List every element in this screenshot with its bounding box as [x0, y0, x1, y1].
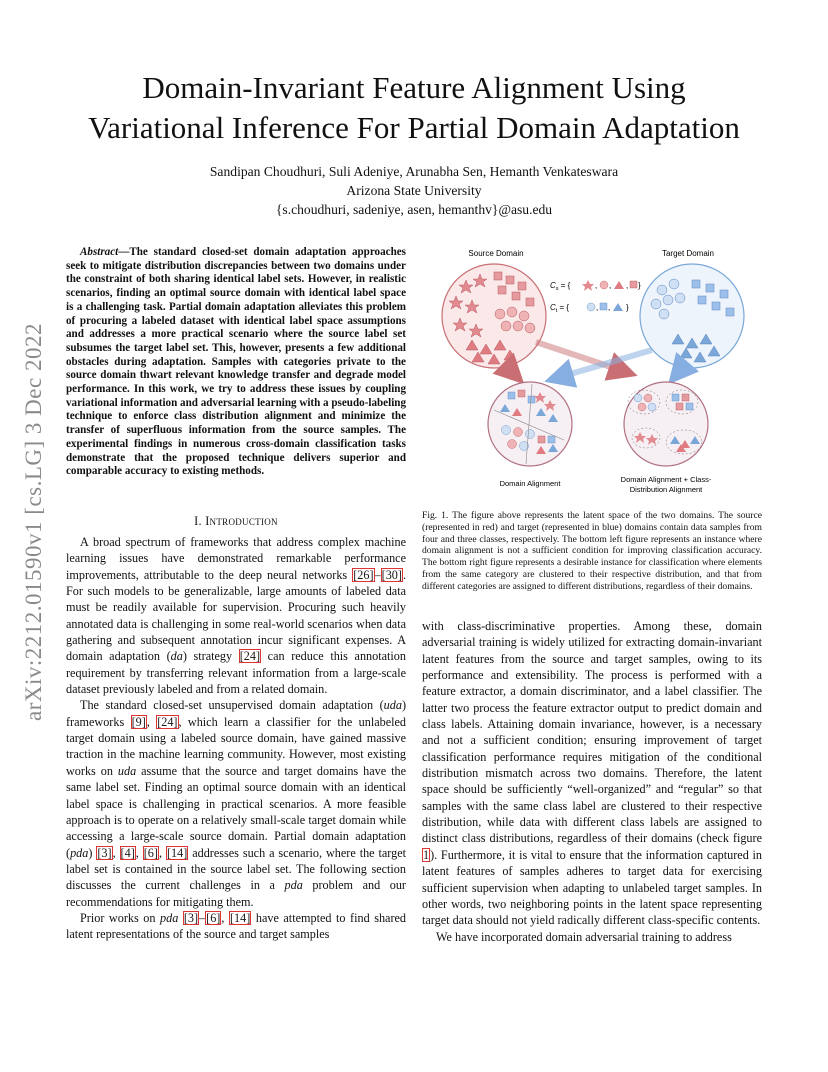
paragraph-3: Prior works on pda [3]–[6], [14] have attempted to find shared latent representations of the source and target samples — [66, 910, 407, 942]
class-alignment-label-1: Domain Alignment + Class- — [620, 475, 712, 484]
target-domain-label: Target Domain — [661, 249, 715, 258]
source-class-set-icons — [582, 280, 641, 291]
domain-alignment-label: Domain Alignment — [499, 479, 561, 488]
citation-link[interactable]: [26] — [353, 567, 374, 582]
citation-link[interactable]: [4] — [120, 845, 135, 860]
abstract — [66, 246, 406, 479]
abstract-label: Abstract — [80, 246, 119, 258]
svg-text:,: , — [596, 303, 599, 312]
svg-text:,: , — [626, 281, 629, 290]
right-column-body — [422, 618, 762, 945]
citation-link[interactable]: [30] — [381, 567, 402, 582]
author-block — [0, 162, 828, 219]
paragraph-1: A broad spectrum of frameworks that address complex machine learning issues have demonstrated remarkable performance improvements, attributable to the deep neural networks [26]–[30]. For such models to be generalizable, large amounts of labeled data must be readily available for supervision. Procuring such heavily annotated data is challenging in some real-world scenarios when data gathering and subsequent annotation incur significant expenses. A domain adaptation (da) strategy [24] can reduce this annotation requirement by transferring relevant information from a large-scale dataset previously labeled and from a related domain. — [66, 535, 406, 697]
citation-link[interactable]: [9] — [131, 714, 146, 729]
domain-alignment-circle — [488, 382, 572, 466]
math-symbol: uda — [117, 763, 137, 778]
citation-link[interactable]: [14] — [166, 845, 188, 860]
figure-caption: Fig. 1. The figure above represents the latent space of the two domains. The source (represented in red) and target (represented in blue) domains contain data samples from four and three classes, respectively. The bottom left figure represents an instance where domain alignment is not a sufficient condition for improving classification accuracy. The bottom right figure represents a desirable instance for classification where elements from the same category are clustered to their respective distribution, and that from different categories are assigned to different distributions, regardless of their domains. — [422, 510, 762, 592]
citation-link[interactable]: [3] — [183, 910, 199, 925]
citation-link[interactable]: [6] — [143, 845, 158, 860]
math-symbol: uda — [383, 698, 402, 713]
target-class-set: $C_t$ = { — [550, 303, 570, 314]
abstract-text: —The standard closed-set domain adaptation approaches seek to mitigate distribution discrepancies between two domains under the constraint of both sharing identical label sets. However, in realistic scenarios, finding an optimal source domain with identical label space is a challenging task. Partial domain adaptation alleviates this problem of procuring a labeled dataset with identical label space assumptions and addresses a more practical scenario where the source label set subsumes the target label set. This, however, presents a few additional obstacles during adaptation. Samples with categories private to the source domain thwart relevant knowledge transfer and degrade model performance. In this work, we try to address these issues by coupling variational information and adversarial learning with a pseudo-labeling technique to enforce class distribution alignment and minimize the transfer of superfluous information from the source samples. The experimental findings in numerous cross-domain classification tasks demonstrate that the proposed technique delivers superior and comparable accuracy to existing methods. — [66, 246, 406, 478]
citation-link[interactable]: [24] — [239, 649, 261, 664]
math-symbol: pda — [284, 878, 303, 893]
title-line-2: Variational Inference For Partial Domain Adaptation — [88, 110, 740, 145]
citation-link[interactable]: [24] — [157, 714, 178, 729]
arxiv-sidebar-stamp: arXiv:2212.01590v1 [cs.LG] 3 Dec 2022 — [21, 323, 46, 721]
math-symbol: pda — [70, 845, 89, 860]
paragraph-4: with class-discriminative properties. Among these, domain adversarial training is widely utilized for extracting domain-invariant latent features from the source and target samples, owing to its performance and extensibility. The process is performed with a feature extractor, a domain discriminator, and a label classifier. The latter two process the feature extractor output to predict domain and class labels. Attaining domain invariance, however, is a necessary and not a sufficient condition; ensuring improvement of target classification performance requires mitigation of the conditional distribution mismatch across two domains. Therefore, the latent space should be sufficiently “well-organized” and “regular” so that samples with the same class label are clustered to their respective distribution, while data with different class labels are assigned to distinct class distributions, regardless of their domains (check figure 1). Furthermore, it is vital to ensure that the information captured in latent features of samples adheres to target data for exercising sufficient supervision when adapting to unlabeled target samples. In other words, two neighboring points in the latent space representing target data should not yield radically different class-specific contents. — [422, 619, 762, 928]
title-line-1: Domain-Invariant Feature Alignment Using — [142, 70, 686, 105]
affiliation: Arizona State University — [346, 183, 482, 198]
svg-text:,: , — [608, 303, 611, 312]
figure-latent-space — [436, 240, 760, 502]
svg-text:,: , — [609, 281, 612, 290]
target-class-set-icons — [587, 303, 629, 312]
source-domain-label: Source Domain — [468, 249, 524, 258]
figure-ref-link[interactable]: 1 — [423, 847, 430, 862]
svg-text:,: , — [595, 281, 598, 290]
paragraph-5: We have incorporated domain adversarial training to address — [436, 929, 732, 944]
author-names: Sandipan Choudhuri, Suli Adeniye, Arunabha Sen, Hemanth Venkateswara — [209, 164, 619, 179]
citation-link[interactable]: [14] — [229, 910, 251, 925]
math-symbol: da — [170, 649, 183, 664]
paragraph-2: The standard closed-set unsupervised domain adaptation (uda) frameworks [9], [24], which learn a classifier for the unlabeled target domain using a labeled source domain, have gained massive traction in the machine learning community. However, most existing works on uda assume that the source and target domains have the same label set. Finding an optimal source domain with an identical label space is challenging in practical scenarios. A more feasible approach is to operate on a relatively small-scale target domain while accessing a large-scale source domain. Partial domain adaptation (pda) [3], [4], [6], [14] addresses such a scenario, where the target label set is contained in the source label set. The following section discusses the current challenges in a pda problem and our recommendations for mitigating them. — [66, 698, 407, 909]
paper-title — [0, 68, 828, 148]
author-emails: {s.choudhuri, sadeniye, asen, hemanthv}@asu.edu — [275, 202, 553, 217]
source-class-set: $C_s$ = { — [550, 281, 571, 292]
left-column-body — [66, 534, 406, 943]
svg-text:}: } — [626, 303, 629, 312]
class-alignment-label-2: Distribution Alignment — [629, 485, 703, 494]
math-symbol: pda — [160, 910, 179, 925]
section-heading-introduction: I. Introduction — [194, 514, 278, 528]
citation-link[interactable]: [6] — [206, 910, 221, 925]
citation-link[interactable]: [3] — [97, 845, 112, 860]
svg-text:}: } — [638, 281, 641, 290]
